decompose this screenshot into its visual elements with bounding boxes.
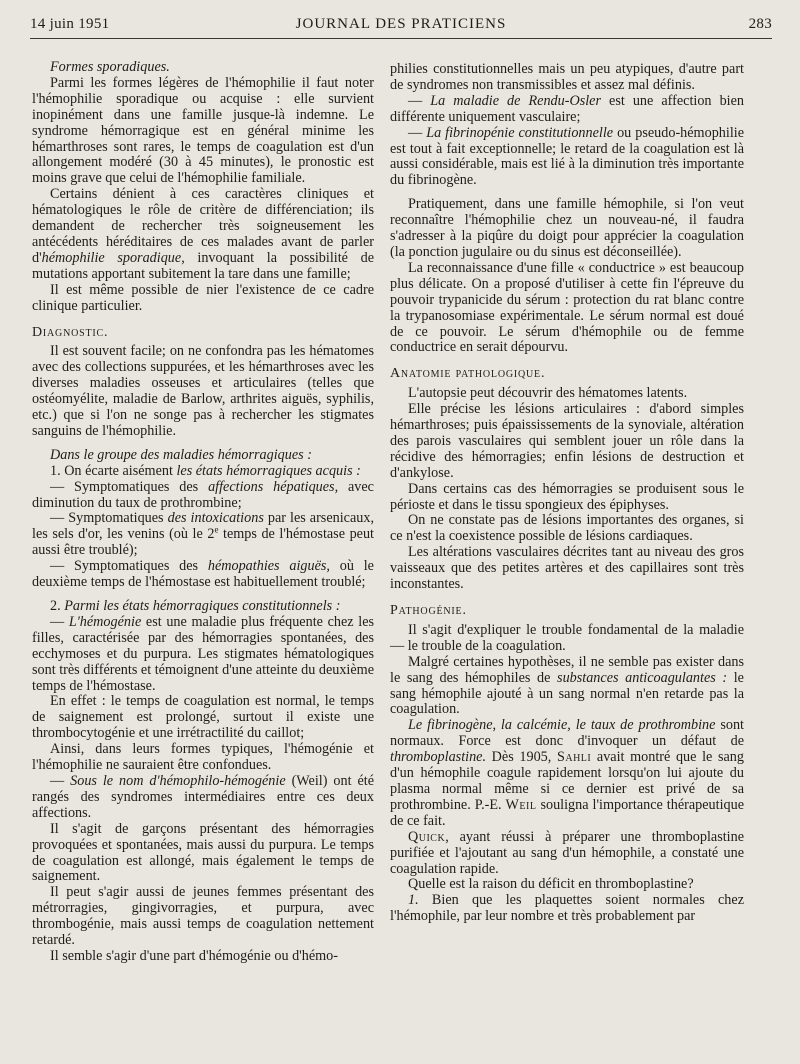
paragraph: philies constitutionnelles mais un peu atypiques, d'autre part de syndromes non transmissibles et assez mal définis. [390,61,744,93]
paragraph: Il s'agit d'expliquer le trouble fondamental de la maladie — le trouble de la coagulation. [390,621,744,654]
paragraph: Il est même possible de nier l'existence de ce cadre clinique particulier. [32,281,374,314]
paragraph: — Symptomatiques des intoxications par les arsenicaux, les sels d'or, les venins (où le 2e temps de l'hémostase peut aussi être troublé); [32,510,374,559]
paragraph: — Symptomatiques des hémopathies aiguës, où le deuxième temps de l'hémostase est habituellement troublé; [32,558,374,591]
section-diagnostic: Diagnostic. [32,324,109,340]
paragraph: Quick, ayant réussi à préparer une thromboplastine purifiée et l'ajoutant au sang d'un hémophile, a constaté une coagulation rapide. [390,828,744,877]
paragraph: — La maladie de Rendu-Osler est une affection bien différente uniquement vasculaire; [390,92,745,125]
paragraph: En effet : le temps de coagulation est normal, le temps de saignement est prolongé, surtout il existe une thrombocytogénie et une irrétractilité du caillot; [32,693,374,742]
paragraph: Il s'agit de garçons présentant des hémorragies provoquées et spontanées, mais aussi du purpura. Le temps de coagulation est allongé, mais également le temps de saignement. [32,820,374,885]
paragraph: La reconnaissance d'une fille « conductrice » est beaucoup plus délicate. On a proposé d'utiliser à cette fin l'épreuve du pouvoir trypanicide du sérum : protection du rat blanc contre la trypanosomiase expérimentale. Le sérum normal est doué de ce pouvoir. Le sérum d'hémophile ou de femme conductrice en serait dépourvu. [390,259,744,356]
paragraph: Il est souvent facile; on ne confondra pas les hématomes avec des collections suppurées, et les hémarthroses avec les diverses maladies osseuses et articulaires (telles que ostéomyélite, maladie de Barlow, arthrites aiguës, syphilis, etc.) que si l'on ne songe pas à rechercher les stigmates sanguins de l'hémophilie. [32,343,374,439]
page-header [30,14,772,39]
paragraph: — Sous le nom d'hémophilo-hémogénie (Weil) ont été rangés des syndromes intermédiaires entre ces deux affections. [32,772,374,821]
section-formes-sporadiques: Formes sporadiques. [50,59,170,75]
page-number: 283 [748,16,772,32]
paragraph: — L'hémogénie est une maladie plus fréquente chez les filles, caractérisée par des hémorragies spontanées, des ecchymoses et du purpura. Les stigmates hématologiques sont très différents et témoignent d'une atteinte du deuxième temps de l'hémostase. [32,613,375,694]
header-date: 14 juin 1951 [30,16,110,32]
paragraph: Il semble s'agir d'une part d'hémogénie ou d'hémo- [50,947,338,964]
paragraph: Pratiquement, dans une famille hémophile, si l'on veut reconnaître l'hémophilie chez un nouveau-né, il faudra s'adresser à la piqûre du doigt pour apprécier la coagulation (la ponction jugulaire ou du sinus est déconseillée). [390,196,744,260]
left-column [32,60,374,1060]
paragraph: On ne constate pas de lésions importantes des organes, si ce n'est la coexistence possible de lésions cardiaques. [390,512,744,545]
section-anatomie-pathologique: Anatomie pathologique. [390,366,546,382]
paragraph: Quelle est la raison du déficit en thromboplastine? [408,876,694,893]
right-column [390,62,744,1060]
paragraph: Les altérations vasculaires décrites tant au niveau des gros vaisseaux que des petites artères et des capillaires sont très inconstantes. [390,544,744,593]
subsection-groupe: Dans le groupe des maladies hémorragiques : [50,446,312,463]
paragraph: 1. Bien que les plaquettes soient normales chez l'hémophile, par leur nombre et très probablement par [390,892,744,925]
paragraph: 1. On écarte aisément les états hémorragiques acquis : [50,462,361,479]
paragraph: Il peut s'agir aussi de jeunes femmes présentant des métrorragies, gingivorragies, et purpura, avec thrombogénie, mais aussi temps de coagulation nettement retardé. [32,884,374,949]
journal-title: JOURNAL DES PRATICIENS [295,16,507,32]
paragraph: Dans certains cas des hémorragies se produisent sous le périoste et dans le tissu spongieux des épiphyses. [390,480,744,513]
paragraph: Malgré certaines hypothèses, il ne semble pas exister dans le sang des hémophiles de substances anticoagulantes : le sang hémophile ajouté à un sang normal n'en retarde pas la coagulation. [390,653,744,718]
paragraph: Elle précise les lésions articulaires : d'abord simples hémarthroses; puis épaississements de la synoviale, altération des parois vasculaires qui semblent jouer un rôle dans la récidive des hémorragies; enfin lésions de destruction et d'ankylose. [390,401,744,481]
paragraph: 2. Parmi les états hémorragiques constitutionnels : [50,598,341,614]
paragraph: Certains dénient à ces caractères cliniques et hématologiques le rôle de critère de différenciation; ils demandent de rechercher très soigneusement les antécédents héréditaires de ces malades avant de parler d'hémophilie sporadique, invoquant la possibilité de mutations apportant subitement la tare dans une famille; [32,186,374,282]
paragraph: Le fibrinogène, la calcémie, le taux de prothrombine sont normaux. Force est donc d'invoquer un défaut de thromboplastine. Dès 1905, Sahli avait montré que le sang d'un hémophile coagule rapidement lorsqu'on lui ajoute du plasma normal même si ce dernier est privé de sa prothrombine. P.-E. Weil souligna l'importance thérapeutique de ce fait. [390,717,745,829]
paragraph: Parmi les formes légères de l'hémophilie il faut noter l'hémophilie sporadique ou acquise : elle survient inopinément dans une famille jusque-là indemne. Le syndrome hémorragique est en général minime les hémarthroses sont rares, le temps de coagulation est d'un allongement modéré (30 à 45 minutes), le pronostic est moins grave que celui de l'hémophilie familiale. [32,74,374,187]
section-pathogenie: Pathogénie. [390,603,467,618]
paragraph: — La fibrinopénie constitutionnelle ou pseudo-hémophilie est tout à fait exceptionnelle; le retard de la coagulation est là aussi considérable, mais est lié à la diminution très importante du fibrinogène. [390,124,745,189]
paragraph: — Symptomatiques des affections hépatiques, avec diminution du taux de prothrombine; [32,478,374,511]
paragraph: Ainsi, dans leurs formes typiques, l'hémogénie et l'hémophilie ne sauraient être confondues. [32,741,374,774]
paragraph: L'autopsie peut découvrir des hématomes latents. [408,385,688,402]
